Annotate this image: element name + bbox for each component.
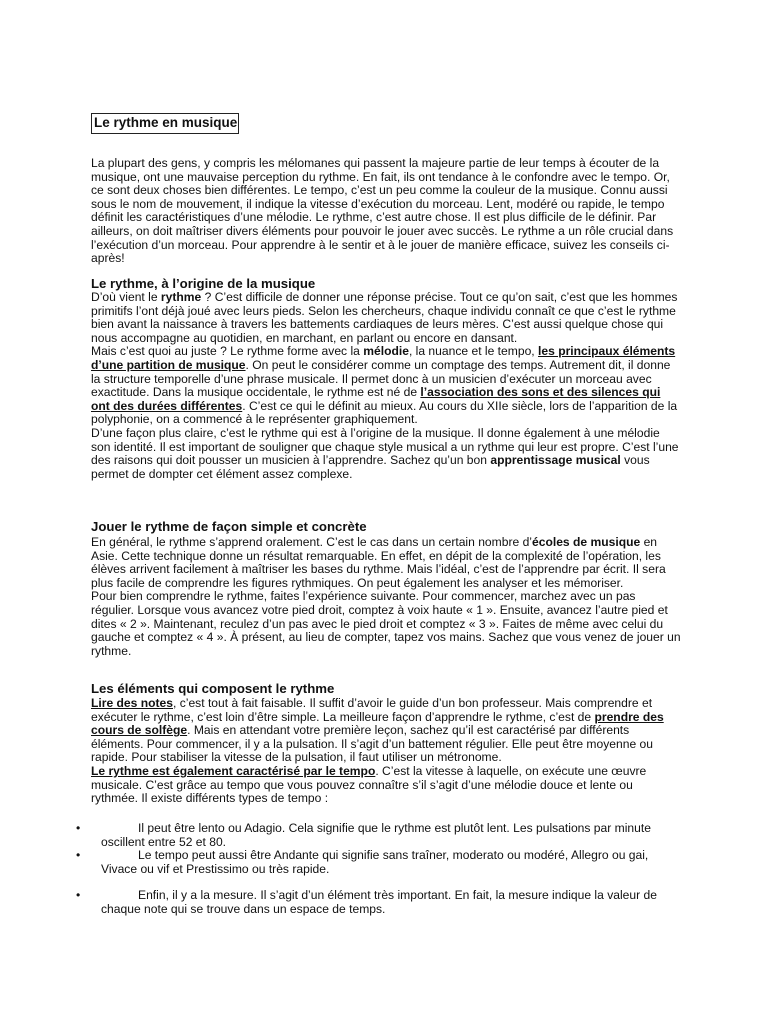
bold-term-apprentissage: apprentissage musical bbox=[490, 453, 621, 468]
bold-term-rythme: rythme bbox=[160, 290, 202, 304]
text-run: ? C’est difficile de donner une réponse précise. Tout ce qu’on sait, c’est que les hommes primitifs l’ont déjà joué avec leurs pieds. Selon les chercheurs, chaque individu connaît ce que c’est le rythme bien avant la naissance à travers les battements cardiaques de leurs mères. C’est aussi quelque chose qui nous accompagne au quotidien, en marchant, en parlant ou encore en dansant. bbox=[91, 290, 678, 345]
link-lire-des-notes[interactable]: Lire des notes bbox=[91, 696, 173, 710]
text-run: en Asie. Cette technique donne un résultat remarquable. En effet, en dépit de la complexité de l’opération, les élèves arrivent facilement à maîtriser les bases du rythme. Mais l’idéal, c’est de l’apprendre par écrit. Il sera plus facile de comprendre les figures rythmiques. On peut également les analyser et les mémoriser. bbox=[91, 535, 666, 590]
text-run: En général, le rythme s’apprend oralement. C’est le cas dans un certain nombre d’ bbox=[91, 535, 532, 549]
list-item-text: Le tempo peut aussi être Andante qui signifie sans traîner, moderato ou modéré, Allegro ou gai, Vivace ou vif et Prestissimo ou très rapide. bbox=[101, 848, 649, 876]
text-run: Mais c’est quoi au juste ? Le rythme forme avec la bbox=[91, 344, 364, 359]
bullet-icon: • bbox=[76, 821, 81, 835]
text-run: . C’est la vitesse à laquelle, on exécute une œuvre musicale. C’est grâce au tempo que vous pouvez connaître s’il s’agit d’une mélodie douce et lente ou rythmée. Il existe différents types de tempo : bbox=[91, 763, 647, 806]
tempo-bullet-list bbox=[72, 822, 672, 917]
section-heading-elements: Les éléments qui composent le rythme bbox=[91, 681, 335, 696]
text-run: D’où vient le bbox=[91, 290, 161, 304]
bullet-icon: • bbox=[76, 888, 81, 903]
origin-paragraph-3 bbox=[91, 427, 681, 481]
text-run: , la nuance et le tempo, bbox=[408, 344, 539, 359]
elements-paragraph-1 bbox=[91, 697, 681, 765]
text-run: . On peut le considérer comme un comptage des temps. Autrement dit, il donne la structure temporelle d’une phrase musicale. Il permet donc à un musicien d’exécuter un morceau avec exactitude. Dans la musique occidentale, le rythme est né de bbox=[91, 357, 671, 400]
text-run: D’une façon plus claire, c’est le rythme qui est à l’origine de la musique. Il donne également à une mélodie son identité. Il est important de souligner que chaque style musical a un rythme qui leur est propre. C’est l’une des raisons qui doit pousser un musicien à l’apprendre. Sachez qu’un bon bbox=[91, 425, 679, 468]
bold-term-melodie: mélodie bbox=[363, 344, 409, 359]
list-item bbox=[72, 849, 672, 876]
section-heading-jouer: Jouer le rythme de façon simple et concrète bbox=[91, 519, 367, 534]
text-run: . Mais en attendant votre première leçon, sachez qu’il est caractérisé par différents éléments. Pour commencer, il y a la pulsation. Il s’agit d’un battement régulier. Elle peut être moyenne ou rapide. Pour stabiliser la vitesse de la pulsation, il faut utiliser un métronome. bbox=[91, 723, 653, 765]
jouer-paragraph-2: Pour bien comprendre le rythme, faites l’expérience suivante. Pour commencer, marchez avec un pas régulier. Lorsque vous avancez votre pied droit, comptez à voix haute « 1 ». Ensuite, avancez l’autre pied et dites « 2 ». Maintenant, reculez d’un pas avec le pied droit et comptez « 3 ». Faites de même avec celui du gauche et comptez « 4 ». À présent, au lieu de compter, tapez vos mains. Sachez que vous venez de jouer un rythme. bbox=[91, 589, 681, 658]
origin-paragraph-1 bbox=[91, 291, 681, 345]
section-jouer-body bbox=[91, 536, 681, 658]
text-run: vous permet de dompter cet élément assez complexe. bbox=[91, 453, 650, 481]
text-run: , c’est tout à fait faisable. Il suffit d’avoir le guide d’un bon professeur. Mais comprendre et exécuter le rythme, c’est loin d’être simple. La meilleure façon d’apprendre le rythme, c’est de bbox=[91, 696, 653, 724]
text-run: . C’est ce qui le définit au mieux. Au cours du XIIe siècle, lors de l’apparition de la polyphonie, on a commencé à le représenter graphiquement. bbox=[91, 398, 678, 427]
list-item-text: Enfin, il y a la mesure. Il s’agit d’un élément très important. En fait, la mesure indique la valeur de chaque note qui se trouve dans un espace de temps. bbox=[101, 888, 657, 916]
section-origin-body bbox=[91, 291, 681, 481]
link-elements-partition[interactable]: les principaux éléments d’une partition de musique bbox=[91, 344, 676, 372]
link-association-sons-silences[interactable]: l’association des sons et des silences qui ont des durées différentes bbox=[91, 385, 661, 413]
list-item-text: Il peut être lento ou Adagio. Cela signifie que le rythme est plutôt lent. Les pulsations par minute oscillent entre 52 et 80. bbox=[101, 821, 651, 849]
list-item bbox=[72, 889, 672, 916]
list-item bbox=[72, 822, 672, 849]
elements-paragraph-2 bbox=[91, 765, 681, 806]
intro-text: La plupart des gens, y compris les mélomanes qui passent la majeure partie de leur temps à écouter de la musique, ont une mauvaise perception du rythme. En fait, ils ont tendance à le confondre avec le tempo. Or, ce sont deux choses bien différentes. Le tempo, c’est un peu comme la couleur de la musique. Connu aussi sous le nom de mouvement, il indique la vitesse d’exécution du morceau. Lent, modéré ou rapide, le tempo définit les caractéristiques d’une mélodie. Le rythme, c’est autre chose. Il est plus difficile de le définir. Par ailleurs, on doit maîtriser divers éléments pour pouvoir le jouer avec succès. Le rythme a un rôle crucial dans l’exécution d’un morceau. Pour apprendre à le sentir et à le jouer de manière efficace, suivez les conseils ci-après! bbox=[91, 156, 674, 266]
section-heading-origin: Le rythme, à l’origine de la musique bbox=[91, 276, 316, 291]
link-cours-de-solfege[interactable]: prendre des cours de solfège bbox=[91, 709, 664, 738]
jouer-paragraph-1 bbox=[91, 536, 681, 590]
origin-paragraph-2 bbox=[91, 345, 681, 427]
document-title: Le rythme en musique bbox=[91, 113, 239, 134]
bullet-icon: • bbox=[76, 848, 81, 863]
link-rythme-tempo[interactable]: Le rythme est également caractérisé par le tempo bbox=[91, 763, 376, 778]
bold-term-ecoles: écoles de musique bbox=[532, 535, 641, 549]
intro-paragraph bbox=[91, 157, 681, 266]
section-elements-body bbox=[91, 697, 681, 806]
